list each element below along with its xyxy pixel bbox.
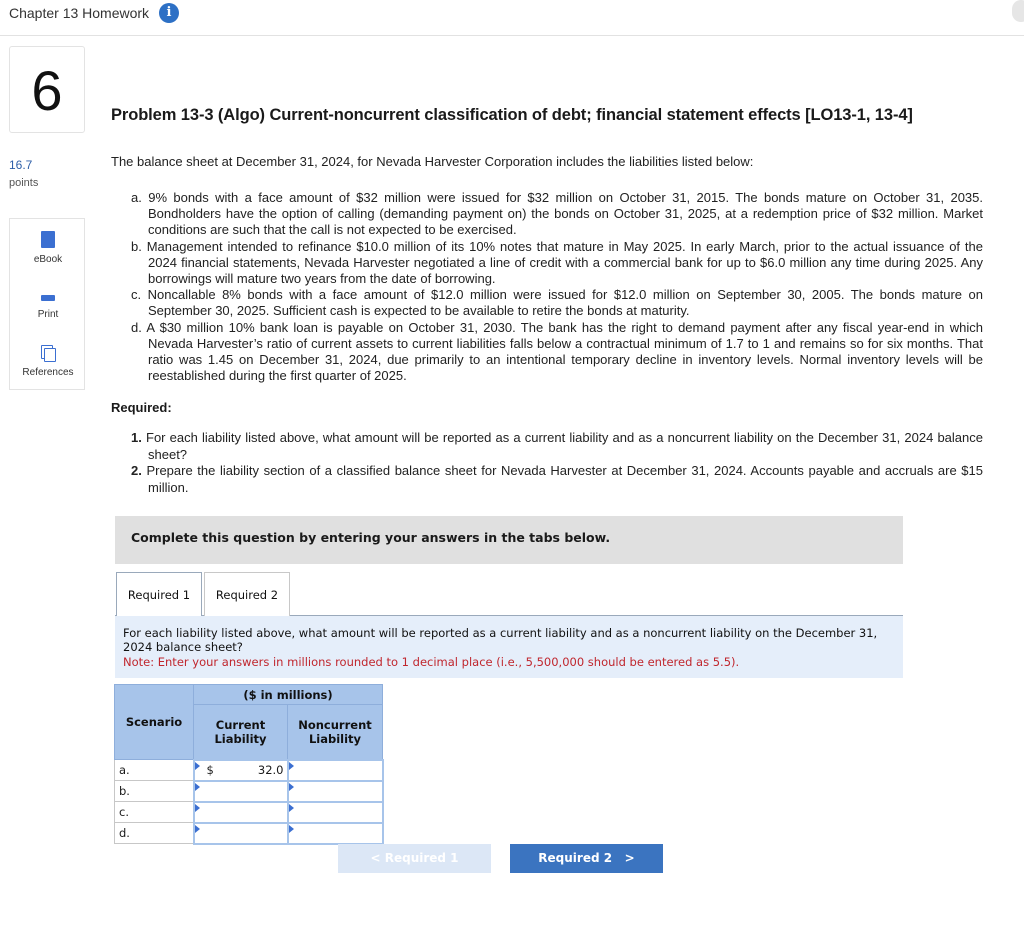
tab-bar bbox=[115, 571, 903, 616]
noncurrent-liability-input[interactable] bbox=[288, 823, 383, 844]
ebook-button[interactable] bbox=[10, 231, 86, 265]
current-liability-input[interactable] bbox=[194, 760, 288, 781]
print-label: Print bbox=[37, 309, 59, 320]
list-item bbox=[131, 463, 983, 496]
tab-required-2[interactable]: Required 2 bbox=[204, 572, 290, 616]
input-value: 32.0 bbox=[257, 763, 284, 777]
ebook-label: eBook bbox=[33, 254, 63, 265]
answer-table bbox=[114, 684, 384, 845]
chevron-right-icon: > bbox=[624, 851, 635, 865]
list-item: b. Management intended to refinance $10.0 million of its 10% notes that mature in May 2025. In early March, prior to the actual issuance of the 2024 financial statements, Nevada Harvester negotiated a line of credit with a commercial bank for up to $6.0 million any time during 2025. Any borrowings will mature two years from the date of borrowing. bbox=[131, 238, 983, 287]
current-liability-input[interactable] bbox=[194, 823, 288, 844]
required-heading: Required: bbox=[111, 400, 172, 415]
tab-note: Note: Enter your answers in millions rounded to 1 decimal place (i.e., 5,500,000 should be entered as 5.5). bbox=[123, 655, 740, 669]
table-row bbox=[115, 823, 383, 844]
noncurrent-liability-input[interactable] bbox=[288, 781, 383, 802]
print-button[interactable] bbox=[10, 291, 86, 320]
group-header: ($ in millions) bbox=[194, 685, 383, 705]
problem-intro: The balance sheet at December 31, 2024, for Nevada Harvester Corporation includes the liabilities listed below: bbox=[111, 154, 754, 169]
assignment-title: Chapter 13 Homework bbox=[9, 5, 150, 21]
required-list bbox=[131, 430, 983, 496]
next-tab-button[interactable] bbox=[510, 844, 663, 873]
row-label: a. bbox=[115, 760, 194, 781]
current-liability-header: Current Liability bbox=[194, 705, 288, 760]
references-icon bbox=[41, 345, 55, 361]
points-value: 16.7 bbox=[9, 158, 33, 172]
banner-text: Complete this question by entering your answers in the tabs below. bbox=[131, 530, 611, 545]
current-liability-input[interactable] bbox=[194, 781, 288, 802]
prev-label: Required 1 bbox=[384, 851, 459, 865]
scroll-handle[interactable] bbox=[1012, 0, 1024, 22]
table-row bbox=[115, 802, 383, 823]
tools-panel bbox=[9, 218, 85, 390]
item-number: 1. bbox=[131, 430, 142, 445]
top-bar bbox=[0, 0, 1024, 36]
item-text: For each liability listed above, what amount will be reported as a current liability and as a noncurrent liability on the December 31, 2024 balance sheet? bbox=[146, 430, 983, 462]
item-number: 2. bbox=[131, 463, 142, 478]
list-item: c. Noncallable 8% bonds with a face amount of $12.0 million were issued for $12.0 million on September 30, 2005. The bonds mature on September 30, 2025. Sufficient cash is expected to be available to retire the bonds at maturity. bbox=[131, 287, 983, 319]
row-label: d. bbox=[115, 823, 194, 844]
points-label: points bbox=[9, 177, 39, 189]
prev-tab-button[interactable] bbox=[338, 844, 491, 873]
book-icon bbox=[41, 231, 55, 248]
table-row bbox=[115, 760, 383, 781]
question-number: 6 bbox=[9, 46, 85, 133]
list-item bbox=[131, 430, 983, 463]
scenario-header: Scenario bbox=[115, 685, 194, 760]
row-label: c. bbox=[115, 802, 194, 823]
tab-question: For each liability listed above, what amount will be reported as a current liability and as a noncurrent liability on the December 31, 2024 balance sheet? bbox=[123, 626, 878, 654]
references-label: References bbox=[22, 367, 74, 378]
tab-required-1[interactable]: Required 1 bbox=[116, 572, 202, 617]
currency-symbol: $ bbox=[206, 763, 214, 777]
problem-title: Problem 13-3 (Algo) Current-noncurrent classification of debt; financial statement effects [LO13-1, 13-4] bbox=[111, 106, 913, 124]
noncurrent-liability-header: Noncurrent Liability bbox=[288, 705, 383, 760]
table-row bbox=[115, 781, 383, 802]
liability-list bbox=[131, 190, 983, 384]
print-icon bbox=[41, 291, 55, 303]
current-liability-input[interactable] bbox=[194, 802, 288, 823]
next-label: Required 2 bbox=[538, 851, 613, 865]
list-item: a. 9% bonds with a face amount of $32 million were issued for $32 million on October 31, 2015. The bonds mature on October 31, 2035. Bondholders have the option of calling (demanding payment on) the bonds on October 31, 2025, at a redemption price of $32 million. Market conditions are such that the call is not expected to be exercised. bbox=[131, 190, 983, 238]
noncurrent-liability-input[interactable] bbox=[288, 802, 383, 823]
chevron-left-icon: < bbox=[370, 851, 381, 865]
info-icon[interactable]: i bbox=[159, 3, 179, 23]
row-label: b. bbox=[115, 781, 194, 802]
item-text: Prepare the liability section of a classified balance sheet for Nevada Harvester at December 31, 2024. Accounts payable and accruals are $15 million. bbox=[146, 463, 983, 495]
list-item: d. A $30 million 10% bank loan is payable on October 31, 2030. The bank has the right to demand payment after any fiscal year-end in which Nevada Harvester’s ratio of current assets to current liabilities falls below a contractual minimum of 1.7 to 1 and remains so for six months. That ratio was 1.45 on December 31, 2024, due primarily to an intentional temporary decline in inventory levels. Normal inventory levels will be reestablished during the first quarter of 2025. bbox=[131, 319, 983, 384]
tab-instructions bbox=[115, 616, 903, 678]
references-button[interactable] bbox=[10, 345, 86, 378]
noncurrent-liability-input[interactable] bbox=[288, 760, 383, 781]
instruction-banner bbox=[115, 516, 903, 564]
